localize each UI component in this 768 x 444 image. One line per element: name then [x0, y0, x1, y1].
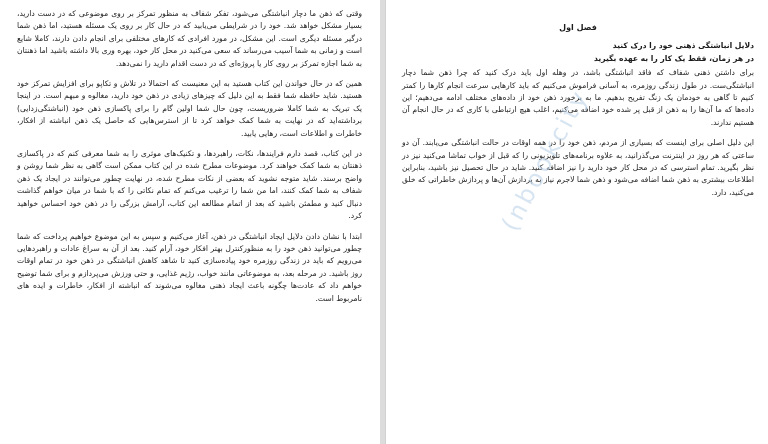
section-heading: دلایل انباشتگی ذهنی خود را درک کنید	[612, 41, 754, 51]
left-paragraph-2: همین که در حال خواندن این کتاب هستید به این معنیست که احتمالا در تلاش و تکاپو برای افزایش تمرکز خود هستید. شاید حافظه شما فقط به این دلیل که چیزهای زیادی در ذهن خود دارید، مغالوه و مبهم است. در اینجا یک تبریک به شما کاملا ضروریست، چون حال شما اولین گام را برای پاکسازی ذهن خود (انباشتگی‌زدایی) برداشته‌اید که در نهایت به شما کمک خواهد کرد تا از استرس‌هایی که حاصل یک ذهن انباشته از افکار، خاطرات و اطلاعات است، رهایی یابید.	[17, 79, 362, 138]
left-paragraph-1: وقتی که ذهن ما دچار انباشتگی می‌شود، تفکر شفاف به منظور تمرکز بر روی موضوعی که در دست دارید، بسیار مشکل خواهد شد. خود را در شرایطی می‌یابید که در حال کار بر روی یک مسئله هستید، اما ذهن شما درگیر مسئله دیگری است. این مشکل، در مورد افرادی که کارهای مختلفی برای انجام دادن دارند، کاملا شایع است و زمانی به شما آسیب می‌رساند که سعی می‌کنید در محل کار خود، بهره وری بالا داشته باشید اما ذهنتان به شما اجازه تمرکز بر روی کار یا پروژه‌ای که در دست اقدام دارید را نمی‌دهد.	[17, 9, 362, 68]
left-paragraph-4: ابتدا با نشان دادن دلایل ایجاد انباشتگی در ذهن، آغاز می‌کنیم و سپس به این موضوع خواهیم پرداخت که شما چطور می‌توانید ذهن خود را به منظورکنترل بهتر افکار خود، آرام کنید. بعد از آن به سراغ عادات و راهبردهایی می‌رویم که باید در زندگی روزمره خود پیاده‌سازی کنید تا شاهد کاهش انباشتگی در ذهن خود در تمام اوقات روز باشید. در مرحله بعد، به موضوعاتی مانند خواب، رژیم غذایی، و حتی ورزش می‌پردازم و برای شما توضیح خواهم داد که عادت‌ها چگونه باعث ایجاد ذهنی مغالوه می‌شوند که انباشته از افکار، خاطرات و ایده‌ های نامربوط است.	[17, 231, 362, 303]
right-page-text	[402, 22, 754, 207]
watermark: (nbookcity	[495, 84, 595, 236]
right-paragraph-1: برای داشتن ذهنی شفاف که فاقد انباشتگی باشد، در وهله اول باید درک کنید که چرا ذهن شما دچار انباشتگی‌ست. در طول زندگی روزمره، به آسانی فراموش می‌کنیم که باید کارهایی سرعت انجام کارها را کمتر کنیم تا گاهی به خودمان یک زنگ تفریح بدهیم. ما به برخورد ذهن خود از داده‌های مختلف ادامه می‌دهیم؛ این داده‌ها که ما آن‌ها را به ذهن از قبل پر شده خود اضافه می‌کنیم، اغلب هیچ ارتباطی با کاری که در حال انجام آن هستیم ندارند.	[402, 68, 754, 127]
right-page	[386, 0, 768, 444]
left-page	[0, 0, 380, 444]
subsection-heading: در هر زمان، فقط یک کار را به عهده بگیرید	[593, 53, 754, 63]
chapter-title: فصل اول	[559, 23, 597, 32]
left-page-text	[17, 8, 362, 313]
right-paragraph-2: این دلیل اصلی برای اینست که بسیاری از مردم، ذهن خود را در همه اوقات در حالت انباشتگی می‌یابند. آن دو ساعتی که هر روز در اینترنت می‌گذرانید، به علاوه برنامه‌های تلویزیونی را که قبل از خواب تماشا می‌کنید نیز در نظر بگیرید. تمام استرسی که در محل کار خود دارید را نیز اضافه کنید. شاید در حال تحصیل نیز باشید، بنابراین اطلاعات بیشتری به ذهن شما اضافه می‌شود و ذهن شما لاجرم نیاز به پردازش آن‌ها و پردازش خاطراتی که خلق می‌کنید، دارد.	[402, 138, 754, 197]
left-paragraph-3: در این کتاب، قصد دارم فرایندها، نکات، راهبردها، و تکنیک‌های موثری را به شما معرفی کنم که در پاکسازی ذهنتان به شما کمک خواهند کرد. موضوعات مطرح شده در این کتاب ممکن است گاهی به نظر شما روشن و واضح برسند. شاید متوجه نشوید که بعضی از نکات مطرح شده، در نهایت چطور می‌توانند در ایجاد یک ذهن شفاف به شما کمک کنند، اما من شما را ترغیب می‌کنم که تمام نکاتی را که با شما در میان خواهم گذاشت دنبال کنید و مطمئن باشید که بعد از اتمام مطالعه این کتاب، آرامش بزرگی را در ذهن خود احساس خواهید کرد.	[17, 149, 362, 221]
